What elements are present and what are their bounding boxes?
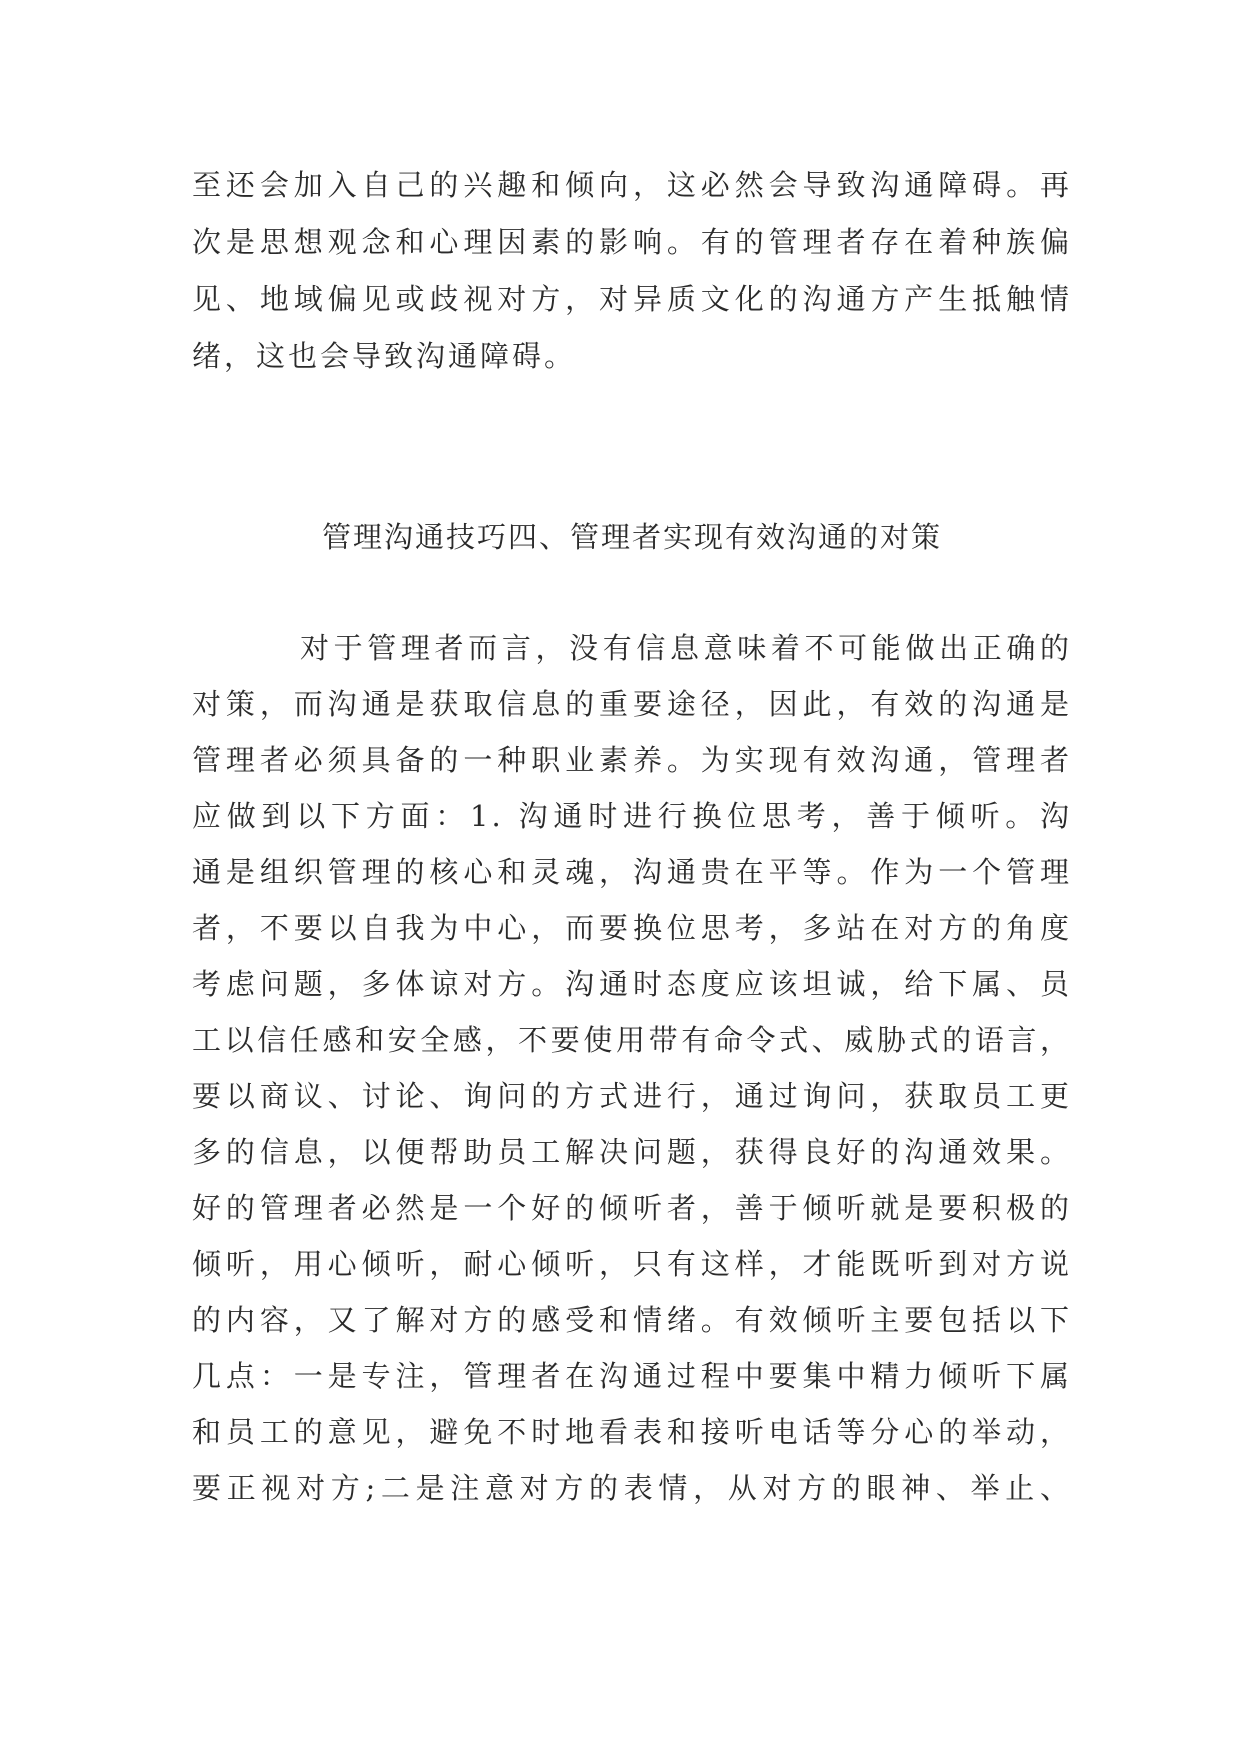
paragraph-line: 几点：一是专注，管理者在沟通过程中要集中精力倾听下属 bbox=[192, 1359, 1072, 1393]
paragraph-line: 和员工的意见，避免不时地看表和接听电话等分心的举动， bbox=[192, 1415, 1072, 1449]
paragraph-line: 要以商议、讨论、询问的方式进行，通过询问，获取员工更 bbox=[192, 1079, 1072, 1113]
section-heading: 管理沟通技巧四、管理者实现有效沟通的对策 bbox=[321, 520, 942, 554]
paragraph-line: 应做到以下方面：1. 沟通时进行换位思考，善于倾听。沟 bbox=[192, 799, 1072, 833]
paragraph-line: 至还会加入自己的兴趣和倾向，这必然会导致沟通障碍。再 bbox=[192, 168, 1072, 202]
paragraph-line: 者，不要以自我为中心，而要换位思考，多站在对方的角度 bbox=[192, 911, 1072, 945]
paragraph-line: 要正视对方;二是注意对方的表情，从对方的眼神、举止、 bbox=[192, 1471, 1072, 1505]
paragraph-line: 对于管理者而言，没有信息意味着不可能做出正确的 bbox=[300, 631, 1072, 665]
paragraph-line: 工以信任感和安全感，不要使用带有命令式、威胁式的语言， bbox=[192, 1023, 1072, 1057]
paragraph-line: 见、地域偏见或歧视对方，对异质文化的沟通方产生抵触情 bbox=[192, 282, 1072, 316]
paragraph-line: 多的信息，以便帮助员工解决问题，获得良好的沟通效果。 bbox=[192, 1135, 1072, 1169]
paragraph-line: 通是组织管理的核心和灵魂，沟通贵在平等。作为一个管理 bbox=[192, 855, 1072, 889]
paragraph-line: 绪，这也会导致沟通障碍。 bbox=[192, 339, 577, 373]
paragraph-line: 倾听，用心倾听，耐心倾听，只有这样，才能既听到对方说 bbox=[192, 1247, 1072, 1281]
paragraph-line: 对策，而沟通是获取信息的重要途径，因此，有效的沟通是 bbox=[192, 687, 1072, 721]
paragraph-line: 好的管理者必然是一个好的倾听者，善于倾听就是要积极的 bbox=[192, 1191, 1072, 1225]
paragraph-line: 的内容，又了解对方的感受和情绪。有效倾听主要包括以下 bbox=[192, 1303, 1072, 1337]
paragraph-line: 管理者必须具备的一种职业素养。为实现有效沟通，管理者 bbox=[192, 743, 1072, 777]
paragraph-line: 考虑问题，多体谅对方。沟通时态度应该坦诚，给下属、员 bbox=[192, 967, 1072, 1001]
paragraph-line: 次是思想观念和心理因素的影响。有的管理者存在着种族偏 bbox=[192, 225, 1072, 259]
